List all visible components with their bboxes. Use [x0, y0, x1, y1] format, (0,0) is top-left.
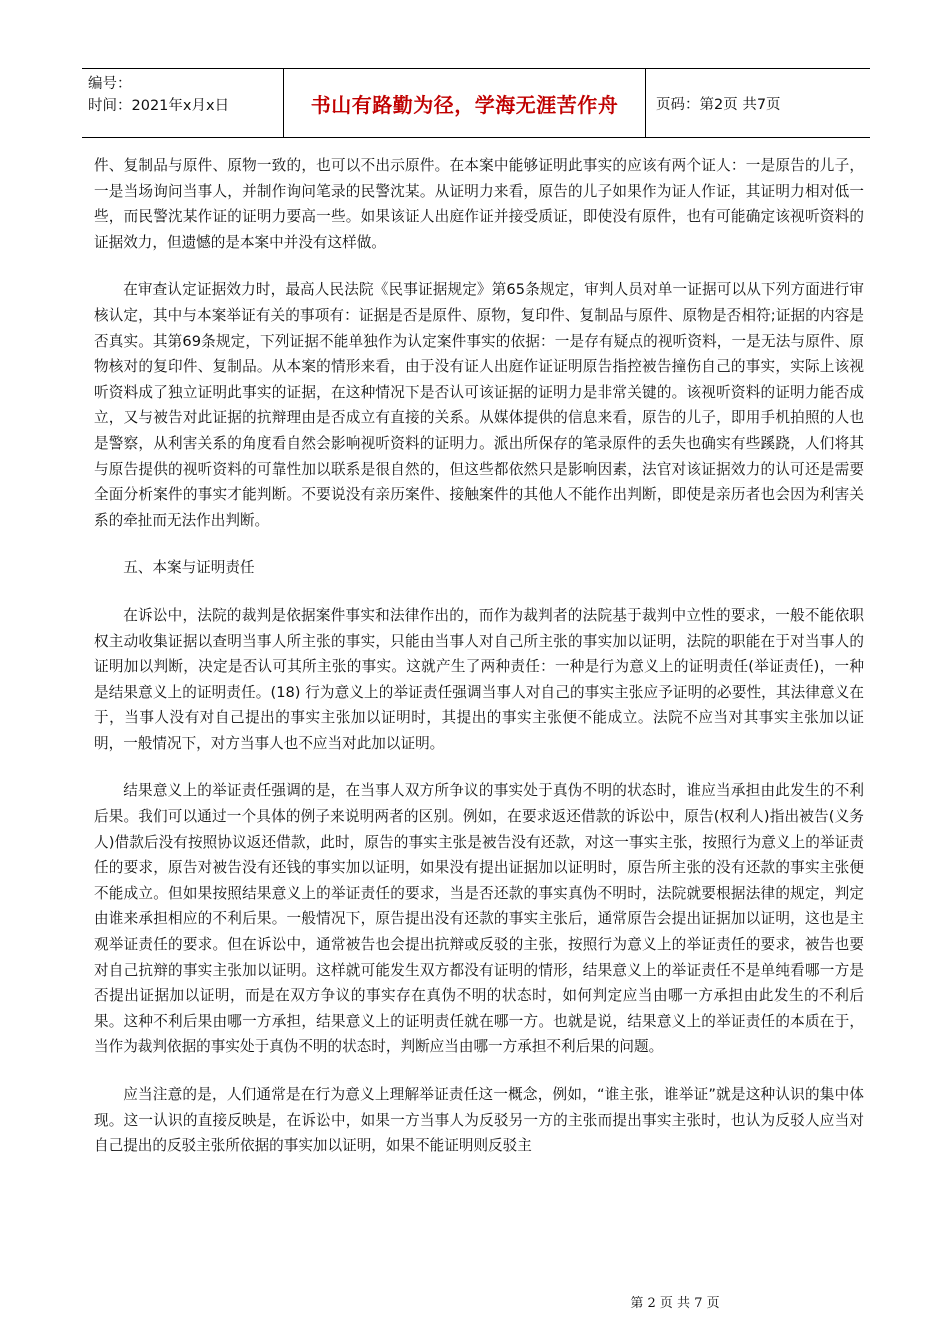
document-time-label: 时间：2021年x月x日 [88, 98, 230, 114]
header-motto: 书山有路勤为径，学海无涯苦作舟 [284, 69, 646, 137]
paragraph-continued: 件、复制品与原件、原物一致的，也可以不出示原件。在本案中能够证明此事实的应该有两个证人：一是原告的儿子，一是当场询问当事人，并制作询问笔录的民警沈某。从证明力来看，原告的儿子如果作为证人作证，其证明力相对低一些，而民警沈某作证的证明力要高一些。如果该证人出庭作证并接受质证，即使没有原件，也有可能确定该视听资料的证据效力，但遗憾的是本案中并没有这样做。 [94, 157, 864, 251]
header-meta [82, 69, 284, 137]
header-page-label: 页码：第2页 共7页 [656, 96, 781, 113]
document-body [94, 153, 864, 1181]
paragraph: 在审查认定证据效力时，最高人民法院《民事证据规定》第65条规定，审判人员对单一证据可以从下列方面进行审核认定，其中与本案举证有关的事项有：证据是否是原件、原物，复印件、复制品与原件、原物是否相符;证据的内容是否真实。其第69条规定，下列证据不能单独作为认定案件事实的依据：一是存有疑点的视听资料，一是无法与原件、原物核对的复印件、复制品。从本案的情形来看，由于没有证人出庭作证证明原告指控被告撞伤自己的事实，实际上该视听资料成了独立证明此事实的证据，在这种情况下是否认可该证据的证明力是非常关键的。该视听资料的证明力能否成立，又与被告对此证据的抗辩理由是否成立有直接的关系。从媒体提供的信息来看，原告的儿子，即用手机拍照的人也是警察，从利害关系的角度看自然会影响视听资料的证明力。派出所保存的笔录原件的丢失也确实有些蹊跷，人们将其与原告提供的视听资料的可靠性加以联系是很自然的，但这些都依然只是影响因素，法官对该证据效力的认可还是需要全面分析案件的事实才能判断。不要说没有亲历案件、接触案件的其他人不能作出判断，即使是亲历者也会因为利害关系的牵扯而无法作出判断。 [94, 281, 864, 529]
page-header [82, 68, 870, 138]
footer-page-number: 第 2 页 共 7 页 [630, 1296, 720, 1311]
document-number-label: 编号： [88, 76, 132, 92]
paragraph: 应当注意的是，人们通常是在行为意义上理解举证责任这一概念，例如，“谁主张，谁举证”就是这种认识的集中体现。这一认识的直接反映是，在诉讼中，如果一方当事人为反驳另一方的主张而提出事实主张时，也认为反驳人应当对自己提出的反驳主张所依据的事实加以证明，如果不能证明则反驳主 [94, 1086, 864, 1155]
paragraph: 结果意义上的举证责任强调的是，在当事人双方所争议的事实处于真伪不明的状态时，谁应当承担由此发生的不利后果。我们可以通过一个具体的例子来说明两者的区别。例如，在要求返还借款的诉讼中，原告(权利人)指出被告(义务人)借款后没有按照协议返还借款，此时，原告的事实主张是被告没有还款，对这一事实主张，按照行为意义上的举证责任的要求，原告对被告没有还钱的事实加以证明，如果没有提出证据加以证明时，原告所主张的没有还款的事实主张便不能成立。但如果按照结果意义上的举证责任的要求，当是否还款的事实真伪不明时，法院就要根据法律的规定，判定由谁来承担相应的不利后果。一般情况下，原告提出没有还款的事实主张后，通常原告会提出证据加以证明，这也是主观举证责任的要求。但在诉讼中，通常被告也会提出抗辩或反驳的主张，按照行为意义上的举证责任的要求，被告也要对自己抗辩的事实主张加以证明。这样就可能发生双方都没有证明的情形，结果意义上的举证责任不是单纯看哪一方是否提出证据加以证明，而是在双方争议的事实存在真伪不明的状态时，如何判定应当由哪一方承担由此发生的不利后果。这种不利后果由哪一方承担，结果意义上的证明责任就在哪一方。也就是说，结果意义上的举证责任的本质在于，当作为裁判依据的事实处于真伪不明的状态时，判断应当由哪一方承担不利后果的问题。 [94, 782, 864, 1056]
section-heading: 五、本案与证明责任 [123, 559, 255, 577]
paragraph: 在诉讼中，法院的裁判是依据案件事实和法律作出的，而作为裁判者的法院基于裁判中立性的要求，一般不能依职权主动收集证据以查明当事人所主张的事实，只能由当事人对自己所主张的事实加以证明，法院的职能在于对当事人的证明加以判断，决定是否认可其所主张的事实。这就产生了两种责任：一种是行为意义上的证明责任(举证责任)，一种是结果意义上的证明责任。(18) 行为意义上的举证责任强调当事人对自己的事实主张应予证明的必要性，其法律意义在于，当事人没有对自己提出的事实主张加以证明时，其提出的事实主张便不能成立。法院不应当对其事实主张加以证明，一般情况下，对方当事人也不应当对此加以证明。 [94, 606, 864, 752]
page-footer [0, 1292, 950, 1311]
